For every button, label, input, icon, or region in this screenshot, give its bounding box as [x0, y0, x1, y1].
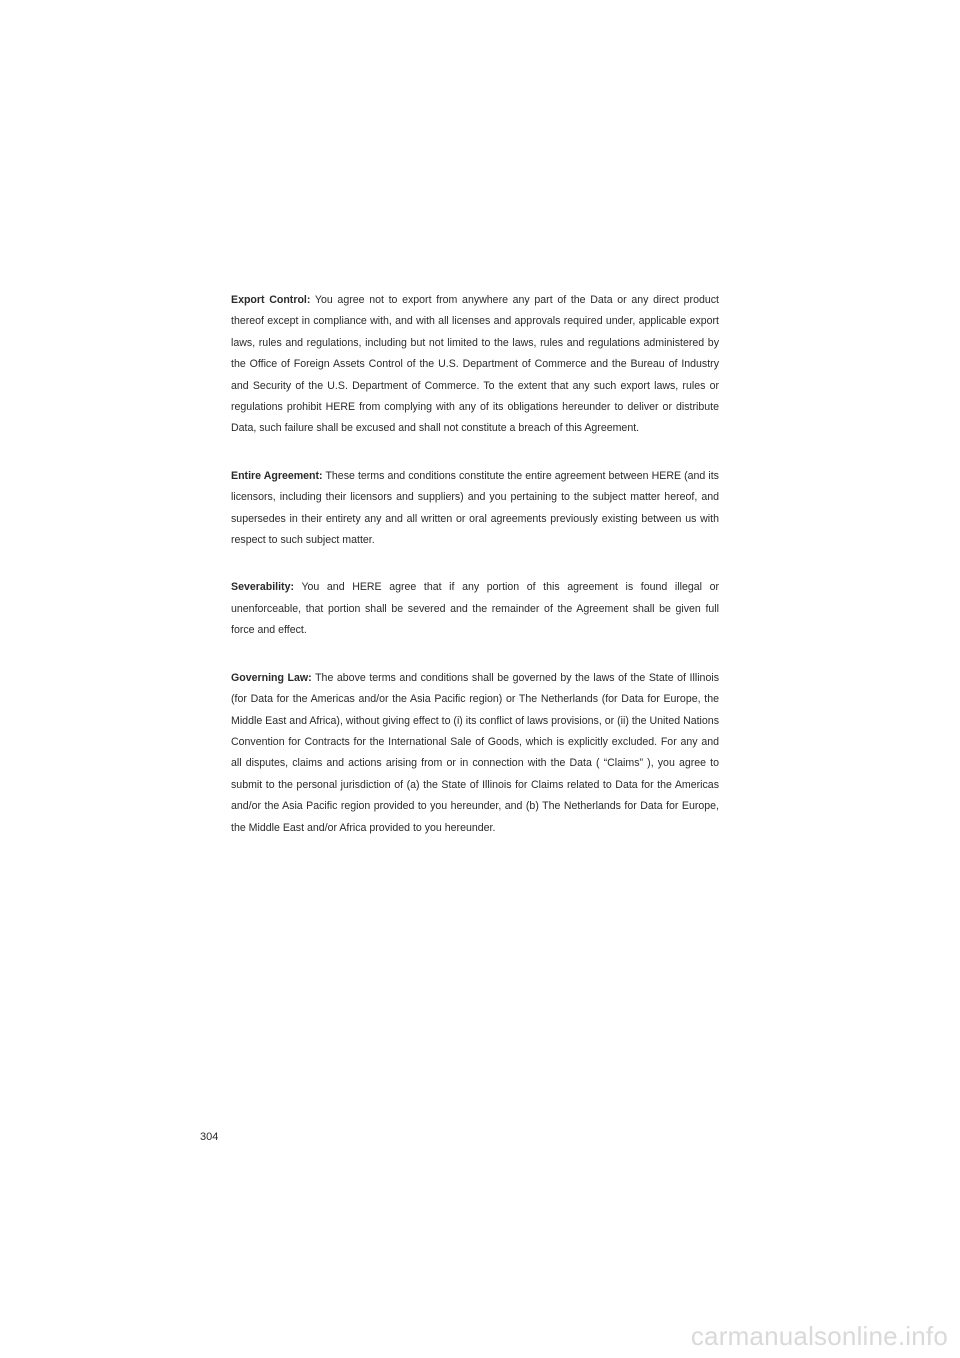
section-severability	[231, 577, 719, 641]
section-export-control	[231, 290, 719, 440]
section-body: The above terms and conditions shall be governed by the laws of the State of Illinois (for Data for the Americas and/or the Asia Pacific region) or The Netherlands (for Data for Europe, the Middle East and Africa), without giving effect to (i) its conflict of laws provisions, or (ii) the United Nations Convention for Contracts for the International Sale of Goods, which is explicitly excluded. For any and all disputes, claims and actions arising from or in connection with the Data ( “Claims” ), you agree to submit to the personal jurisdiction of (a) the State of Illinois for Claims related to Data for the Americas and/or the Asia Pacific region provided to you hereunder, and (b) The Netherlands for Data for Europe, the Middle East and/or Africa provided to you hereunder.	[231, 671, 719, 834]
page-number: 304	[200, 1131, 219, 1143]
section-entire-agreement	[231, 466, 719, 552]
section-body: You and HERE agree that if any portion of this agreement is found illegal or unenforceable, that portion shall be severed and the remainder of the Agreement shall be given full force and effect.	[231, 581, 719, 637]
section-heading: Severability:	[231, 581, 295, 594]
section-body: These terms and conditions constitute the entire agreement between HERE (and its licensors, including their licensors and suppliers) and you pertaining to the subject matter hereof, and supersedes in their entirety any and all written or oral agreements previously existing between us with respect to such subject matter.	[231, 469, 719, 547]
document-body	[231, 290, 719, 865]
section-heading: Governing Law:	[231, 671, 312, 684]
section-governing-law	[231, 668, 719, 839]
watermark: carmanualsonline.info	[690, 1321, 948, 1351]
section-heading: Entire Agreement:	[231, 469, 323, 482]
section-heading: Export Control:	[231, 294, 311, 306]
section-body: You agree not to export from anywhere any part of the Data or any direct product thereof except in compliance with, and with all licenses and approvals required under, applicable export laws, rules and regulations, including but not limited to the laws, rules and regulations administered by the Office of Foreign Assets Control of the U.S. Department of Commerce and the Bureau of Industry and Security of the U.S. Department of Commerce. To the extent that any such export laws, rules or regulations prohibit HERE from complying with any of its obligations hereunder to deliver or distribute Data, such failure shall be excused and shall not constitute a breach of this Agreement.	[231, 294, 719, 435]
